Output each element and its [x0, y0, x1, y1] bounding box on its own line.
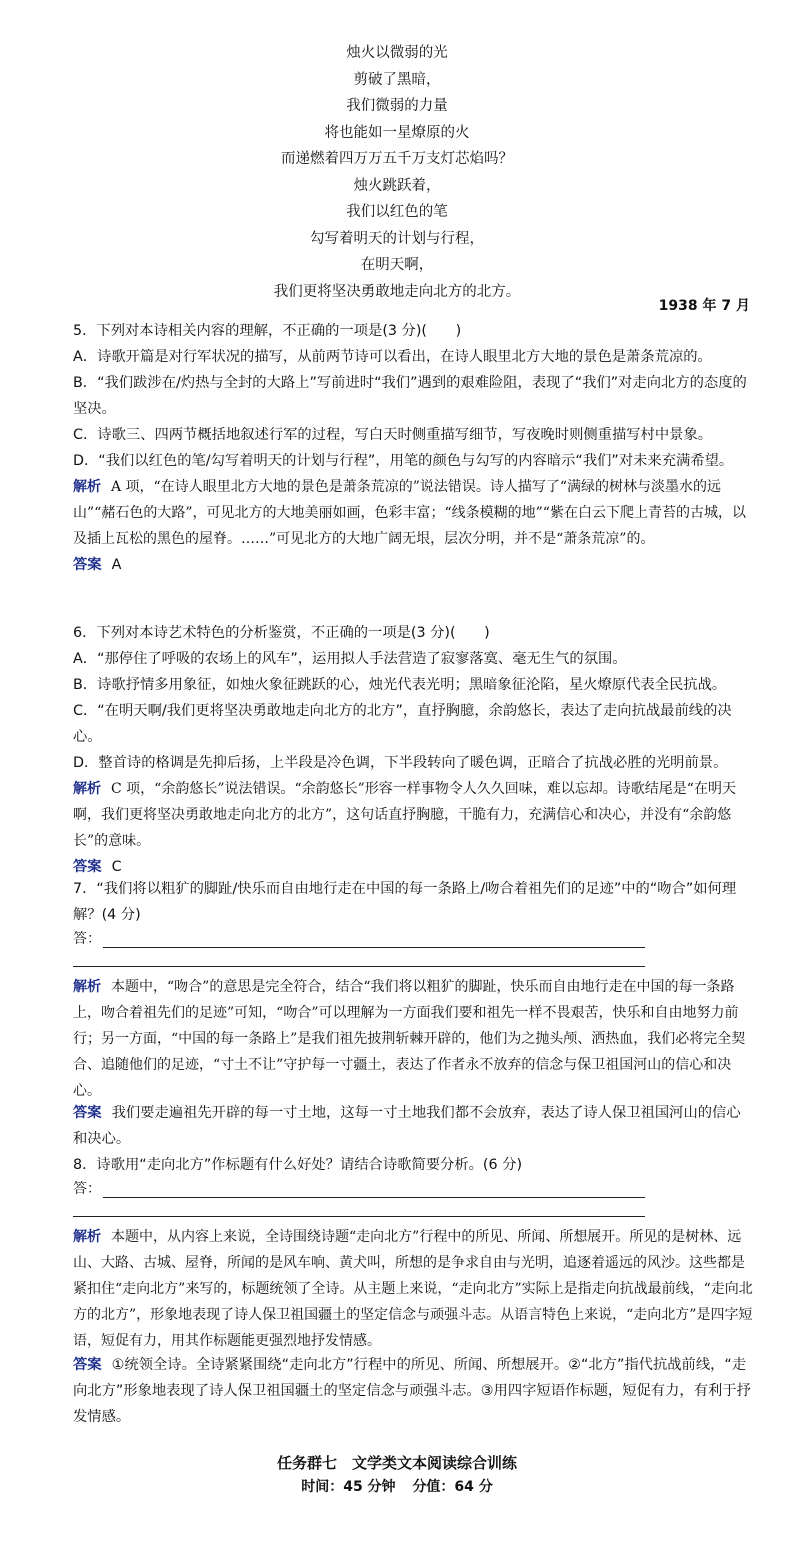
analysis-label: 解析: [73, 1229, 101, 1245]
analysis-paragraph: [73, 974, 753, 1104]
answer-paragraph: [73, 1100, 753, 1152]
poem-line: 将也能如一星燎原的火: [324, 124, 470, 141]
answer-rule: [103, 947, 645, 948]
analysis-text: A 项，“在诗人眼里北方大地的景色是萧条荒凉的”说法错误。诗人描写了“满绿的树林与淡墨水的远山”“赭石色的大路”，可见北方的大地美丽如画，色彩丰富；“线条模糊的地”“紫在白云下爬上青苔的古城，以及插上瓦松的黑色的屋脊。……”可见北方的大地广阔无垠，层次分明，并不是“萧条荒凉”的。: [73, 479, 746, 547]
question-stem: 6．下列对本诗艺术特色的分析鉴赏，不正确的一项是(3 分)( ): [73, 625, 490, 641]
analysis-paragraph: [73, 474, 753, 552]
answer-rule: [73, 1216, 645, 1217]
question-8-analysis: [73, 1224, 753, 1354]
poem-line: 烛火跳跃着，: [353, 177, 441, 194]
option-b: B．“我们跋涉在/灼热与全封的大路上”写前进时“我们”遇到的艰难险阻，表现了“我们”对走向北方的态度的坚决。: [73, 375, 747, 417]
answer-label: 答案: [73, 1357, 102, 1373]
option-c: C．诗歌三、四两节概括地叙述行军的过程，写白天时侧重描写细节，写夜晚时则侧重描写村中景象。: [73, 427, 713, 443]
option-a: A．诗歌开篇是对行军状况的描写，从前两节诗可以看出，在诗人眼里北方大地的景色是萧条荒凉的。: [73, 349, 712, 365]
answer-field[interactable]: [73, 1178, 753, 1204]
poem-line: 烛火以微弱的光: [346, 45, 448, 61]
answer-prompt: 答：: [73, 931, 101, 947]
option-d: D．整首诗的格调是先抑后扬，上半段是冷色调，下半段转向了暖色调，正暗合了抗战必胜的光明前景。: [73, 755, 728, 771]
analysis-label: 解析: [73, 979, 101, 995]
poem-line: 在明天啊，: [360, 257, 434, 273]
answer-prompt: 答：: [73, 1181, 101, 1197]
question-8: [73, 1152, 753, 1178]
time-limit: 时间：45 分钟: [301, 1479, 396, 1495]
question-7-analysis: [73, 974, 753, 1104]
analysis-label: 解析: [73, 781, 101, 797]
question-stem: 8．诗歌用“走向北方”作标题有什么好处？请结合诗歌简要分析。(6 分): [73, 1157, 523, 1173]
poem-date: 1938 年 7 月: [658, 298, 750, 314]
analysis-text: 本题中，“吻合”的意思是完全符合，结合“我们将以粗犷的脚趾，快乐而自由地行走在中国的每一条路上，吻合着祖先们的足迹”可知，“吻合”可以理解为一方面我们要和祖先一样不畏艰苦，快乐和自由地努力前行；另一方面，“中国的每一条路上”是我们祖先披荆斩棘开辟的，他们为之抛头颅、洒热血，我们必将完全契合、追随他们的足迹，“寸土不让”守护每一寸疆土，表达了作者永不放弃的信念与保卫祖国河山的信心和决心。: [73, 979, 746, 1099]
answer-text: C: [111, 859, 122, 875]
poem-line: 我们微弱的力量: [346, 98, 448, 114]
answer-label: 答案: [73, 557, 102, 573]
analysis-paragraph: [73, 1224, 753, 1354]
question-7: [73, 876, 753, 928]
total-score: 分值：64 分: [412, 1479, 493, 1495]
answer-text: A: [111, 557, 122, 573]
poem-line: 而递燃着四万万五千万支灯芯焰吗？: [281, 151, 513, 167]
analysis-text: 本题中，从内容上来说，全诗围绕诗题“走向北方”行程中的所见、所闻、所想展开。所见的是树林、远山、大路、古城、屋脊，所闻的是风车响、黄犬叫，所想的是争求自由与光明，追逐着遥远的风沙。这些都是紧扣住“走向北方”来写的，标题统领了全诗。从主题上来说，“走向北方”实际上是指走向抗战最前线，“走向北方的北方”，形象地表现了诗人保卫祖国疆土的坚定信念与顽强斗志。从语言特色上来说，“走向北方”是四字短语，短促有力，用其作标题能更强烈地抒发情感。: [73, 1229, 753, 1349]
answer-paragraph: [73, 552, 753, 578]
poem-line: 我们更将坚决勇敢地走向北方的北方。: [273, 283, 521, 300]
answer-text: ①统领全诗。全诗紧紧围绕“走向北方”行程中的所见、所闻、所想展开。②“北方”指代抗战前线，“走向北方”形象地表现了诗人保卫祖国疆土的坚定信念与顽强斗志。③用四字短语作标题，短促有力，有利于抒发情感。: [73, 1357, 751, 1425]
question-5: [73, 318, 753, 578]
answer-label: 答案: [73, 1105, 102, 1121]
section-meta: [0, 1476, 794, 1496]
question-stem: 5．下列对本诗相关内容的理解，不正确的一项是(3 分)( ): [73, 323, 462, 339]
question-8-answer: [73, 1352, 753, 1430]
answer-field[interactable]: [73, 928, 753, 954]
answer-text: 我们要走遍祖先开辟的每一寸土地，这每一寸土地我们都不会放弃，表达了诗人保卫祖国河山的信心和决心。: [73, 1105, 741, 1147]
option-c: C．“在明天啊/我们更将坚决勇敢地走向北方的北方”，直抒胸臆，余韵悠长，表达了走向抗战最前线的决心。: [73, 703, 732, 745]
poem-line: 我们以红色的笔: [346, 204, 448, 220]
option-a: A．“那停住了呼吸的农场上的风车”，运用拟人手法营造了寂寥落寞、毫无生气的氛围。: [73, 651, 627, 667]
section-title: 任务群七 文学类文本阅读综合训练: [276, 1454, 517, 1472]
question-stem: 7．“我们将以粗犷的脚趾/快乐而自由地行走在中国的每一条路上/吻合着祖先们的足迹”中的“吻合”如何理解？(4 分): [73, 881, 737, 923]
answer-rule: [73, 966, 645, 967]
analysis-text: C 项，“余韵悠长”说法错误。“余韵悠长”形容一样事物令人久久回味，难以忘却。诗歌结尾是“在明天啊，我们更将坚决勇敢地走向北方的北方”，这句话直抒胸臆，干脆有力，充满信心和决心，并没有“余韵悠长”的意味。: [73, 781, 736, 849]
answer-paragraph: [73, 1352, 753, 1430]
analysis-paragraph: [73, 776, 753, 854]
question-7-answer: [73, 1100, 753, 1152]
option-b: B．诗歌抒情多用象征，如烛火象征跳跃的心，烛光代表光明；黑暗象征沦陷，星火燎原代表全民抗战。: [73, 677, 727, 693]
poem-line: 勾写着明天的计划与行程，: [310, 230, 484, 247]
answer-label: 答案: [73, 859, 102, 875]
option-d: D．“我们以红色的笔/勾写着明天的计划与行程”，用笔的颜色与勾写的内容暗示“我们”对未来充满希望。: [73, 453, 734, 469]
poem-line: 剪破了黑暗，: [353, 71, 441, 88]
question-6: [73, 620, 753, 880]
analysis-label: 解析: [73, 479, 101, 495]
answer-rule: [103, 1197, 645, 1198]
poem: [0, 40, 794, 305]
